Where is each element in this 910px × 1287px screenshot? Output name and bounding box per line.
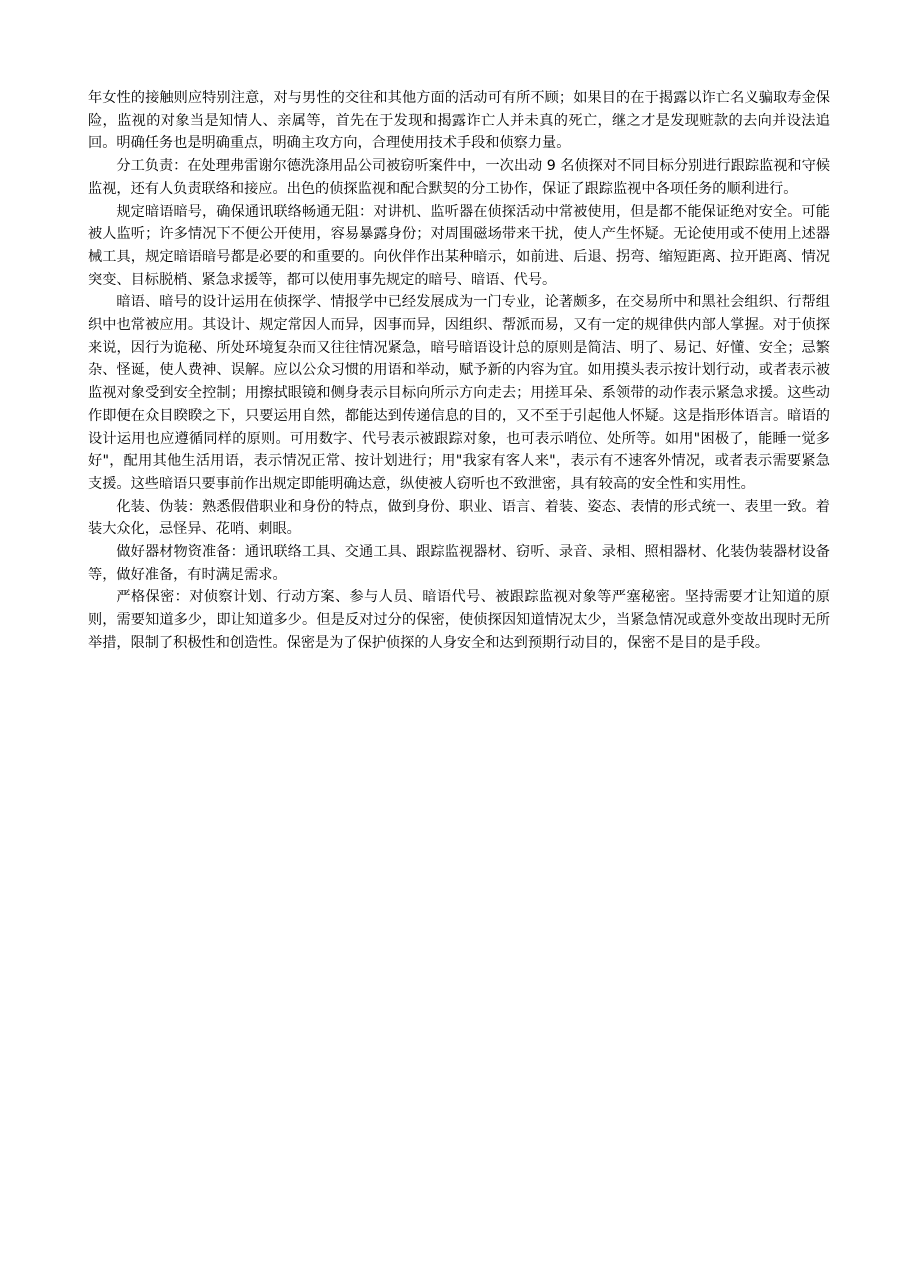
paragraph-signal-codes: 规定暗语暗号，确保通讯联络畅通无阻：对讲机、监听器在侦探活动中常被使用，但是都不能保证绝对安全。可能被人监听；许多情况下不便公开使用，容易暴露身份；对周围磁场带来干扰，使人产生怀疑。无论使用或不使用上述器械工具，规定暗语暗号都是必要的和重要的。向伙伴作出某种暗示，如前进、后退、拐弯、缩短距离、拉开距离、情况突变、目标脱梢、紧急求援等，都可以使用事先规定的暗号、暗语、代号。: [88, 203, 830, 288]
paragraph-division-of-labor: 分工负责：在处理弗雷谢尔德洗涤用品公司被窃听案件中，一次出动 9 名侦探对不同目标分别进行跟踪监视和守候监视，还有人负责联络和接应。出色的侦探监视和配合默契的分工协作，保证了跟踪监视中各项任务的顺利进行。: [88, 158, 830, 197]
document-page: [88, 87, 830, 655]
paragraph-equipment: 做好器材物资准备：通讯联络工具、交通工具、跟踪监视器材、窃听、录音、录相、照相器材、化装伪装器材设备等，做好准备，有时满足需求。: [88, 544, 830, 583]
paragraph-secrecy: 严格保密：对侦察计划、行动方案、参与人员、暗语代号、被跟踪监视对象等严塞秘密。坚持需要才让知道的原则，需要知道多少，即让知道多少。但是反对过分的保密，使侦探因知道情况太少，当紧急情况或意外变故出现时无所举措，限制了积极性和创造性。保密是为了保护侦探的人身安全和达到预期行动目的，保密不是目的是手段。: [88, 589, 830, 651]
paragraph-continuation: 年女性的接触则应特别注意，对与男性的交往和其他方面的活动可有所不顾；如果目的在于揭露以诈亡名义骗取寿金保险，监视的对象当是知情人、亲属等，首先在于发现和揭露诈亡人并未真的死亡，继之才是发现赃款的去向并设法追回。明确任务也是明确重点，明确主攻方向，合理使用技术手段和侦察力量。: [88, 90, 830, 152]
paragraph-disguise: 化装、伪装：熟悉假借职业和身份的特点，做到身份、职业、语言、着装、姿态、表情的形式统一、表里一致。着装大众化，忌怪异、花哨、刺眼。: [88, 498, 830, 538]
paragraph-code-design: 暗语、暗号的设计运用在侦探学、情报学中已经发展成为一门专业，论著颇多，在交易所中和黑社会组织、行帮组织中也常被应用。其设计、规定常因人而异，因事而异，因组织、帮派而易，又有一定的规律供内部人掌握。对于侦探来说，因行为诡秘、所处环境复杂而又往往情况紧急，暗号暗语设计总的原则是简洁、明了、易记、好懂、安全；忌繁杂、怪诞，使人费神、误解。应以公众习惯的用语和举动，赋予新的内容为宜。如用摸头表示按计划行动，或者表示被监视对象受到安全控制；用擦拭眼镜和侧身表示目标向所示方向走去；用搓耳朵、系领带的动作表示紧急求援。这些动作即便在众目睽睽之下，只要运用自然，都能达到传递信息的目的，又不至于引起他人怀疑。这是指形体语言。暗语的设计运用也应遵循同样的原则。可用数字、代号表示被跟踪对象，也可表示哨位、处所等。如用"困极了，能睡一觉多好"，配用其他生活用语，表示情况正常、按计划进行；用"我家有客人来"，表示有不速客外情况，或者表示需要紧急支援。这些暗语只要事前作出规定即能明确达意，纵使被人窃听也不致泄密，具有较高的安全性和实用性。: [88, 294, 830, 492]
